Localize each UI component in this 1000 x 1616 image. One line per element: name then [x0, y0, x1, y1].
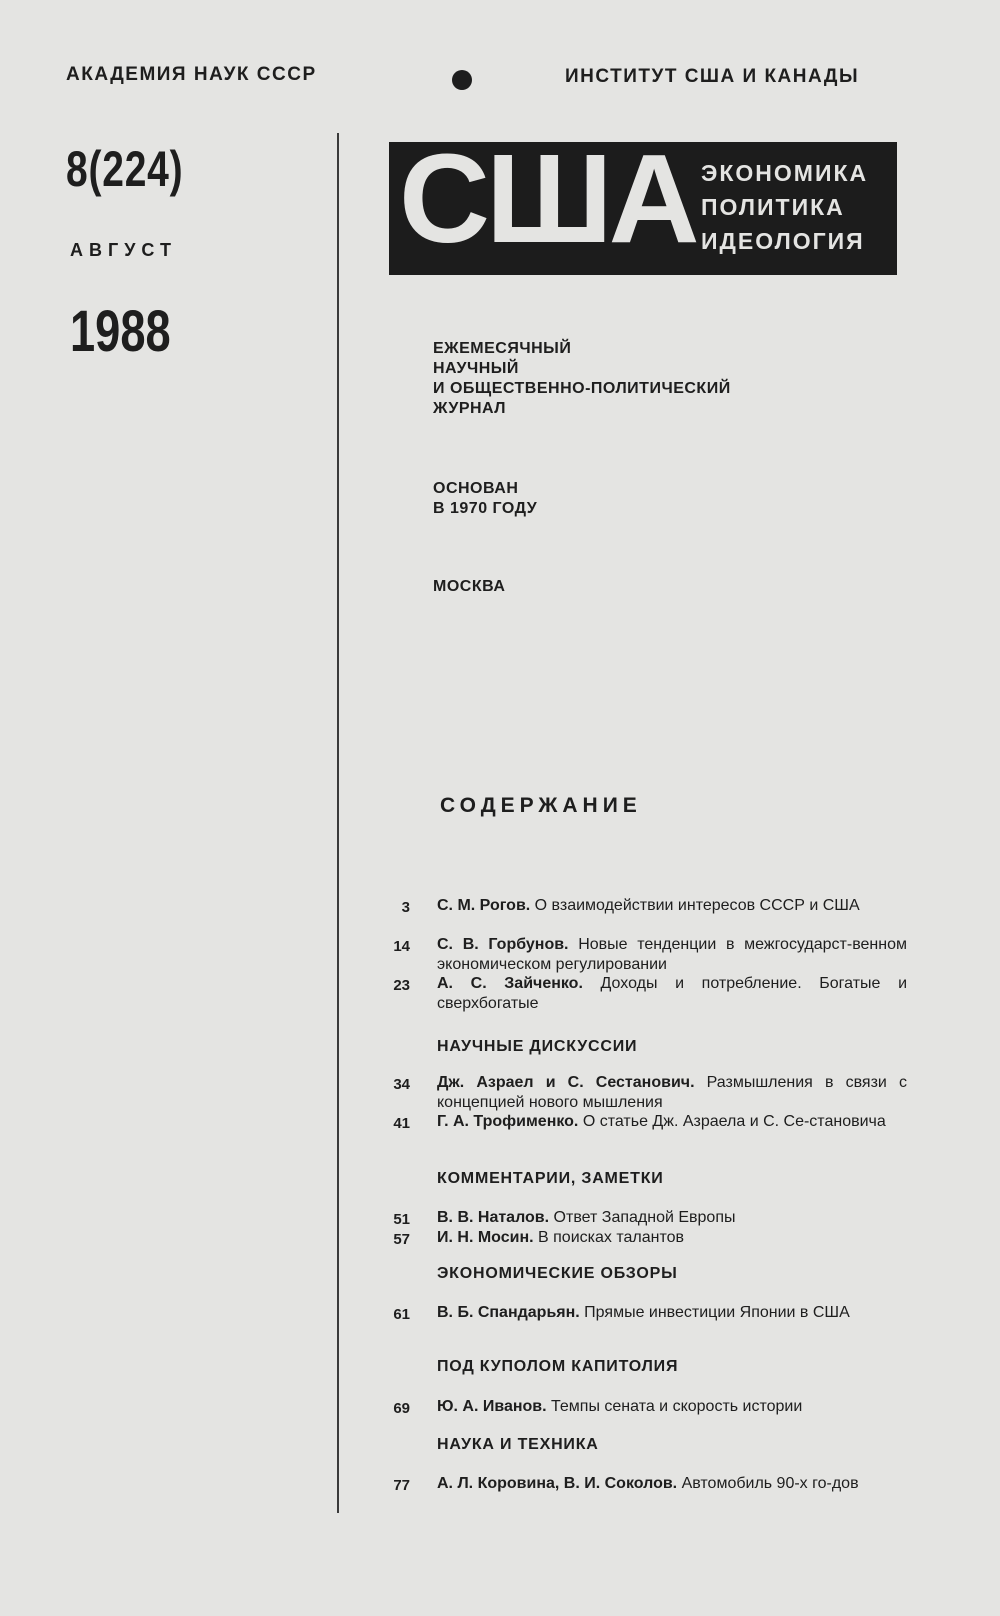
toc-title: Автомобиль 90-х го-дов	[677, 1475, 859, 1492]
toc-author: С. В. Горбунов.	[437, 936, 569, 953]
issue-year: 1988	[70, 299, 171, 364]
toc-author: Дж. Азраел и С. Сестанович.	[437, 1074, 695, 1091]
toc-author: С. М. Рогов.	[437, 897, 531, 914]
toc-author: Ю. А. Иванов.	[437, 1398, 547, 1415]
toc-title: Ответ Западной Европы	[549, 1209, 736, 1226]
journal-description	[433, 339, 731, 419]
description-line: И ОБЩЕСТВЕННО-ПОЛИТИЧЕСКИЙ	[433, 380, 731, 397]
toc-author: А. С. Зайченко.	[437, 975, 583, 992]
toc-author: А. Л. Коровина, В. И. Соколов.	[437, 1475, 678, 1492]
section-heading: ЭКОНОМИЧЕСКИЕ ОБЗОРЫ	[437, 1265, 678, 1282]
toc-entry	[437, 1397, 907, 1417]
toc-entry	[437, 1303, 907, 1323]
description-line: НАУЧНЫЙ	[433, 360, 519, 377]
toc-page-number: 57	[393, 1231, 410, 1248]
toc-page-number: 23	[393, 977, 410, 994]
toc-author: Г. А. Трофименко.	[437, 1113, 579, 1130]
toc-title: О взаимодействии интересов СССР и США	[530, 897, 860, 914]
founded-info	[433, 479, 537, 519]
journal-logo	[389, 142, 897, 275]
logo-line-economics: ЭКОНОМИКА	[701, 160, 869, 186]
institute-header: ИНСТИТУТ США И КАНАДЫ	[565, 66, 860, 87]
toc-entry	[437, 1474, 907, 1494]
toc-page-number: 77	[393, 1477, 410, 1494]
toc-title: В поисках талантов	[533, 1229, 684, 1246]
toc-title: О статье Дж. Азраела и С. Се-становича	[578, 1113, 886, 1130]
contents-title: СОДЕРЖАНИЕ	[440, 794, 642, 817]
toc-page-number: 34	[393, 1076, 410, 1093]
toc-entry	[437, 1112, 907, 1132]
logo-line-politics: ПОЛИТИКА	[701, 194, 845, 220]
toc-author: И. Н. Мосин.	[437, 1229, 534, 1246]
logo-subtitle	[701, 156, 868, 258]
toc-entry	[437, 935, 907, 975]
city: МОСКВА	[433, 578, 506, 595]
issue-number: 8(224)	[66, 141, 184, 197]
founded-line: В 1970 ГОДУ	[433, 500, 538, 517]
founded-line: ОСНОВАН	[433, 480, 519, 497]
logo-line-ideology: ИДЕОЛОГИЯ	[701, 228, 865, 254]
toc-title: Размышления в связи с концепцией нового мышления	[437, 1074, 907, 1111]
toc-page-number: 41	[393, 1115, 410, 1132]
toc-page-number: 51	[393, 1211, 410, 1228]
toc-title: Прямые инвестиции Японии в США	[579, 1304, 850, 1321]
toc-page-number: 61	[393, 1306, 410, 1323]
toc-entry	[437, 1208, 907, 1228]
section-heading: НАУЧНЫЕ ДИСКУССИИ	[437, 1038, 638, 1055]
logo-title: США	[399, 142, 696, 269]
description-line: ЕЖЕМЕСЯЧНЫЙ	[433, 340, 572, 357]
academy-header: АКАДЕМИЯ НАУК СССР	[66, 64, 317, 85]
toc-page-number: 14	[393, 938, 410, 955]
bullet-dot-icon	[452, 70, 472, 90]
toc-entry	[437, 896, 907, 916]
section-heading: НАУКА И ТЕХНИКА	[437, 1436, 599, 1453]
toc-title: Доходы и потребление. Богатые и сверхбогатые	[437, 975, 908, 1012]
toc-author: В. Б. Спандарьян.	[437, 1304, 580, 1321]
toc-page-number: 3	[401, 899, 410, 916]
toc-page-number: 69	[393, 1400, 410, 1417]
toc-title: Новые тенденции в межгосударст-венном экономическом регулировании	[437, 936, 908, 973]
toc-entry	[437, 1228, 907, 1248]
section-heading: КОММЕНТАРИИ, ЗАМЕТКИ	[437, 1170, 664, 1187]
toc-title: Темпы сената и скорость истории	[546, 1398, 803, 1415]
toc-author: В. В. Наталов.	[437, 1209, 550, 1226]
description-line: ЖУРНАЛ	[433, 400, 507, 417]
issue-month: АВГУСТ	[70, 240, 177, 260]
toc-entry	[437, 974, 907, 1014]
section-heading: ПОД КУПОЛОМ КАПИТОЛИЯ	[437, 1358, 679, 1375]
toc-entry	[437, 1073, 907, 1113]
vertical-divider	[337, 133, 339, 1513]
